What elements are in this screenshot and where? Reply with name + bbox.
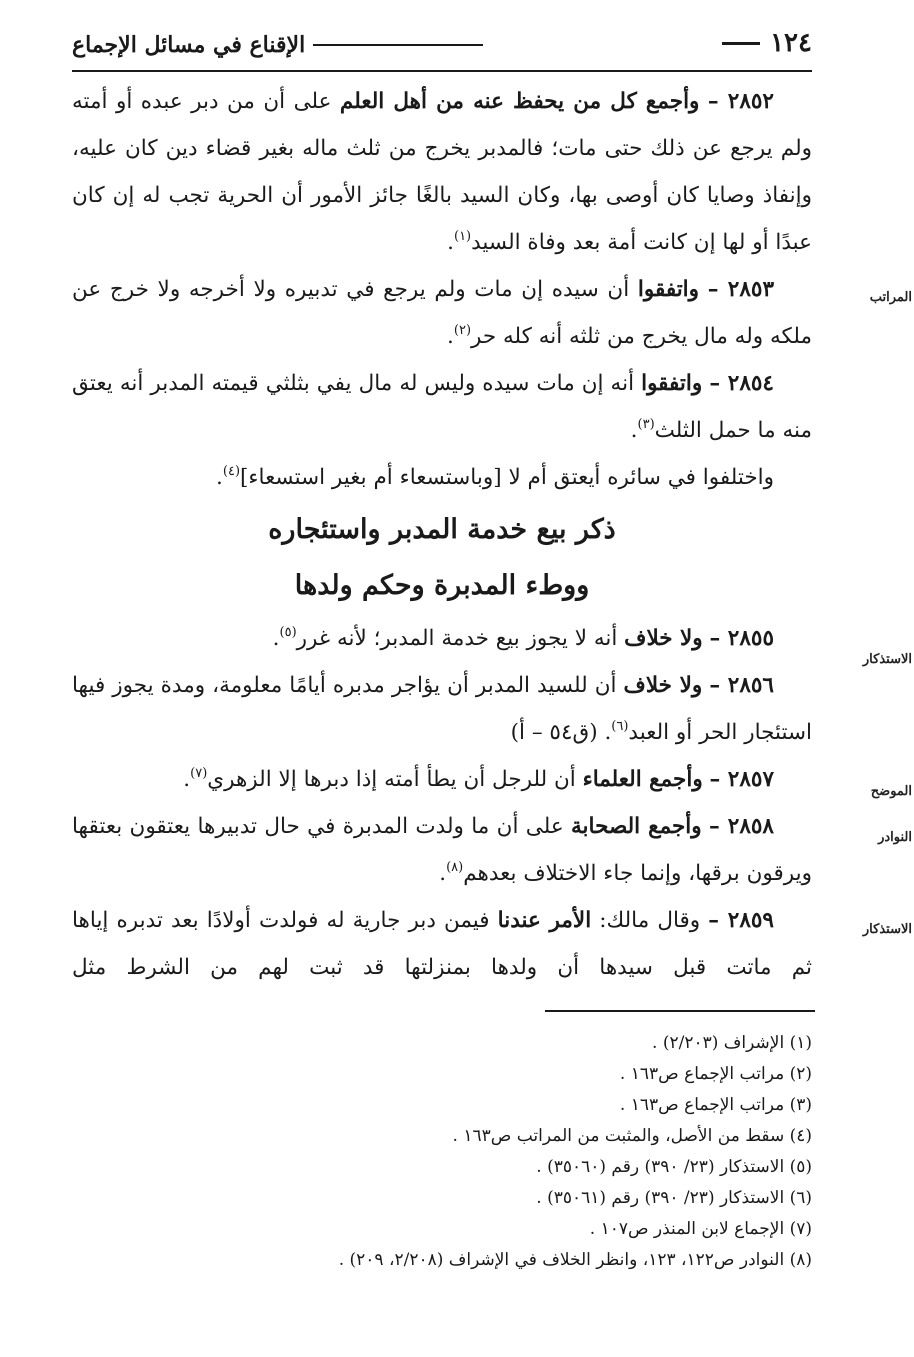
paragraph-text: أن سيده إن مات ولم يرجع في تدبيره ولا أخرجه ولا خرج عن ملكه وله مال يخرج من ثلثه أنه كله حر [72, 277, 812, 349]
paragraph-2855: ٢٨٥٥ – ولا خلاف أنه لا يجوز بيع خدمة المدبر؛ لأنه غرر$^{(٥)}$. [272, 625, 774, 651]
footnote: (٣) مراتب الإجماع ص١٦٣ . [619, 1095, 812, 1115]
issue-number: ٢٨٥٩ – [708, 908, 774, 933]
margin-note: الاستذكار [862, 652, 912, 667]
paragraph-text: أن للرجل أن يطأ أمته إذا دبرها إلا الزهري [207, 767, 576, 792]
main-text [72, 78, 812, 991]
footnote-ref: (١) [453, 229, 472, 244]
manuscript-ref: (ق٥٤ – أ) [510, 720, 598, 745]
footnote-ref: (٨) [446, 860, 464, 875]
book-title-block [72, 32, 483, 58]
header-rule [72, 70, 812, 72]
paragraph-2853: ٢٨٥٣ – واتفقوا أن سيده إن مات ولم يرجع في تدبيره ولا أخرجه ولا خرج عن ملكه وله مال يخرج من ثلثه أنه كله حر$^{(٢)}$. [72, 277, 812, 349]
paragraph-text: أنه إن مات سيده وليس له مال يفي بثلثي قيمته المدبر أنه يعتق منه ما حمل الثلث [72, 371, 812, 443]
footnote-ref: (٤) [222, 464, 241, 479]
paragraph-text: على أن ما ولدت المدبرة في حال تدبيرها يعتقون بعتقها ويرقون برقها، وإنما جاء الاختلاف بعدهم [72, 814, 812, 886]
paragraph-2857: ٢٨٥٧ – وأجمع العلماء أن للرجل أن يطأ أمته إذا دبرها إلا الزهري$^{(٧)}$. [183, 766, 774, 792]
section-heading: ووطء المدبرة وحكم ولدها [294, 570, 590, 601]
lead-phrase: الأمر عندنا [497, 908, 592, 933]
paragraph-text: واختلفوا في سائره أيعتق أم لا [وباستسعاء أم بغير استسعاء] [240, 465, 774, 490]
paragraph-2852: ٢٨٥٢ – وأجمع كل من يحفظ عنه من أهل العلم على أن من دبر عبده أو أمته ولم يرجع عن ذلك حتى مات؛ فالمدبر يخرج من ثلث ماله بغير قضاء دين كان عليه، وإنفاذ وصايا كان أوصى بها، وكان السيد بالغًا جائز الأمور أن الحرية تجب له إن كان عبدًا أو لها إن كانت أمة بعد وفاة السيد$^{(١)}$. [72, 89, 812, 255]
paragraph-2859 [72, 897, 812, 991]
footnote: (٢) مراتب الإجماع ص١٦٣ . [619, 1064, 812, 1084]
lead-phrase: واتفقوا [637, 277, 700, 302]
header-dash [722, 42, 760, 45]
lead-phrase: ولا خلاف [624, 626, 703, 651]
paragraph-2856: ٢٨٥٦ – ولا خلاف أن للسيد المدبر أن يؤاجر مدبره أيامًا معلومة، ومدة يجوز فيها استئجار الحر أو العبد$^{(٦)}$. (ق٥٤ – أ) [72, 673, 812, 745]
footnote: (٧) الإجماع لابن المنذر ص١٠٧ . [589, 1219, 812, 1239]
paragraph-text: أن للسيد المدبر أن يؤاجر مدبره أيامًا معلومة، ومدة يجوز فيها استئجار الحر أو العبد [72, 673, 812, 745]
running-header [72, 28, 812, 68]
footnote-ref: (٥) [279, 625, 297, 640]
footnote-ref: (٢) [453, 323, 472, 338]
page-number-block [722, 28, 812, 58]
lead-phrase: وأجمع العلماء [582, 767, 703, 792]
lead-phrase: ولا خلاف [623, 673, 703, 698]
lead-phrase: وأجمع الصحابة [571, 814, 702, 839]
paragraph-text: أنه لا يجوز بيع خدمة المدبر؛ لأنه غرر [296, 626, 618, 651]
issue-number: ٢٨٥٤ – [709, 371, 774, 396]
header-title-line [313, 44, 483, 46]
issue-number: ٢٨٥٥ – [709, 626, 774, 651]
issue-number: ٢٨٥٢ – [707, 89, 774, 114]
margin-note: المراتب [869, 290, 912, 305]
footnote-separator [545, 1010, 815, 1012]
paragraph-2854: ٢٨٥٤ – واتفقوا أنه إن مات سيده وليس له مال يفي بثلثي قيمته المدبر أنه يعتق منه ما حمل الثلث$^{(٣)}$. [72, 371, 812, 443]
margin-note: الاستذكار [862, 922, 912, 937]
footnote: (٤) سقط من الأصل، والمثبت من المراتب ص١٦٣ . [452, 1126, 812, 1146]
issue-number: ٢٨٥٣ – [707, 277, 774, 302]
footnote: (٨) النوادر ص١٢٢، ١٢٣، وانظر الخلاف في الإشراف (٢/٢٠٨، ٢٠٩) . [338, 1250, 812, 1270]
paragraph-text: على أن من دبر عبده أو أمته ولم يرجع عن ذلك حتى مات؛ فالمدبر يخرج من ثلث ماله بغير قضاء دين كان عليه، وإنفاذ وصايا كان أوصى بها، وكان السيد بالغًا جائز الأمور أن الحرية تجب له إن كان عبدًا أو لها إن كانت أمة بعد وفاة السيد [72, 89, 812, 255]
margin-note: الموضح [870, 784, 912, 799]
section-heading: ذكر بيع خدمة المدبر واستئجاره [268, 514, 616, 545]
paragraph-2854-cont: واختلفوا في سائره أيعتق أم لا [وباستسعاء أم بغير استسعاء]$^{(٤)}$. [216, 464, 774, 490]
lead-phrase: واتفقوا [641, 371, 703, 396]
issue-number: ٢٨٥٧ – [709, 767, 774, 792]
paragraph-prefix: وقال مالك: [599, 908, 701, 933]
page-number: ١٢٤ [770, 28, 812, 58]
footnote-ref: (٣) [637, 417, 655, 432]
footnotes [72, 1028, 812, 1276]
footnote: (١) الإشراف (٢/٢٠٣) . [652, 1033, 812, 1053]
footnote-ref: (٧) [190, 766, 208, 781]
paragraph-2858: ٢٨٥٨ – وأجمع الصحابة على أن ما ولدت المدبرة في حال تدبيرها يعتقون بعتقها ويرقون برقها، وإنما جاء الاختلاف بعدهم$^{(٨)}$. [72, 814, 812, 886]
footnote-ref: (٦) [611, 719, 629, 734]
footnote: (٥) الاستذكار (٢٣/ ٣٩٠) رقم (٣٥٠٦٠) . [536, 1157, 812, 1177]
paragraph-text: فيمن دبر جارية له فولدت أولادًا بعد تدبره إياها ثم ماتت قبل سيدها أن ولدها بمنزلتها قد ثبت لهم من الشرط مثل [72, 908, 812, 980]
issue-number: ٢٨٥٨ – [709, 814, 774, 839]
issue-number: ٢٨٥٦ – [709, 673, 774, 698]
margin-note: النوادر [878, 830, 912, 845]
lead-phrase: وأجمع كل من يحفظ عنه من أهل العلم [339, 89, 700, 114]
footnote: (٦) الاستذكار (٢٣/ ٣٩٠) رقم (٣٥٠٦١) . [536, 1188, 812, 1208]
book-title: الإقناع في مسائل الإجماع [72, 32, 306, 58]
